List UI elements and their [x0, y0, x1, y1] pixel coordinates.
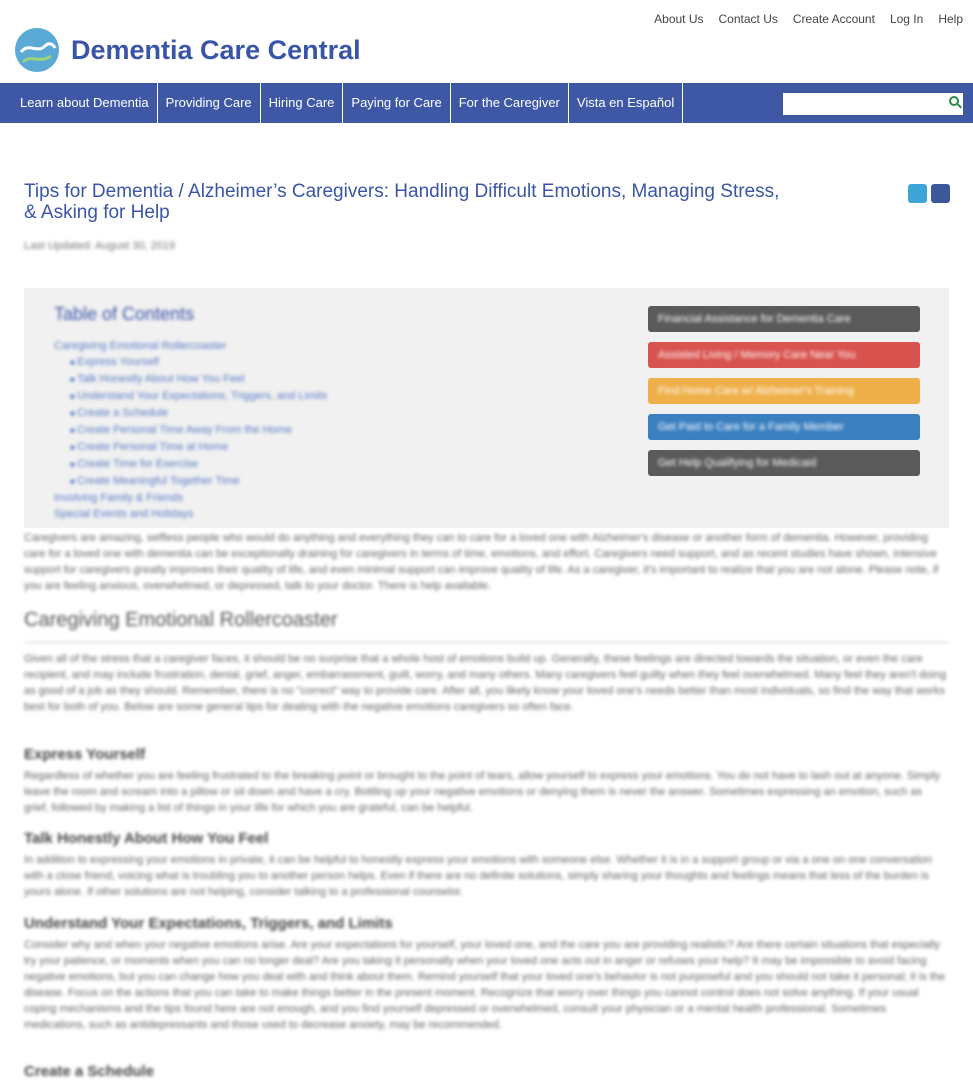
nav-paying-for-care[interactable]: Paying for Care — [343, 83, 450, 123]
section-paragraph: Given all of the stress that a caregiver faces, it should be no surprise that a whole host of emotions build up. Generally, these feelings are directed towards the situation, or even the care recipient, and may include frustration, denial, grief, anger, embarrassment, guilt, worry, and many others. Many caregivers feel guilty when they feel overwhelmed. Many feel they aren't doing as good of a job as they should. Remember, there is no "correct" way to provide care. After all, you likely know your loved one's needs better than most individuals, so find the way that works best for both of you. Below are some general tips for dealing with the negative emotions caregivers so often face. — [24, 653, 947, 713]
toc-link[interactable]: Involving Family & Friends — [54, 492, 183, 504]
toc-list — [54, 338, 327, 522]
logo-icon — [15, 28, 59, 72]
social-share — [908, 184, 950, 203]
toc-link[interactable]: Caregiving Emotional Rollercoaster — [54, 340, 227, 352]
nav-hiring-care[interactable]: Hiring Care — [261, 83, 344, 123]
subheading-express: Express Yourself — [24, 746, 146, 763]
table-of-contents — [24, 288, 949, 528]
section-heading: Caregiving Emotional Rollercoaster — [24, 609, 949, 643]
toc-link[interactable]: ■ Create a Schedule — [54, 405, 327, 422]
contact-us-link[interactable]: Contact Us — [718, 12, 778, 26]
help-link[interactable]: Help — [938, 12, 963, 26]
cta-assisted-living[interactable]: Assisted Living / Memory Care Near You — [648, 342, 920, 368]
toc-link[interactable]: ■ Understand Your Expectations, Triggers, and Limits — [54, 388, 327, 405]
paragraph-express: Regardless of whether you are feeling frustrated to the breaking point or brought to the point of tears, allow yourself to express your emotions. You do not have to lash out at anyone. Simply leave the room and scream into a pillow or sit down and have a cry. Bottling up your negative emotions or denying them is never the answer. Sometimes expressing an emotion, such as grief, followed by making a list of things in your life for which you are grateful, can be helpful. — [24, 770, 940, 814]
toc-link[interactable]: ■ Create Time for Exercise — [54, 456, 327, 473]
toc-link[interactable]: ■ Create Meaningful Together Time — [54, 473, 327, 490]
paragraph-talk: In addition to expressing your emotions in private, it can be helpful to honestly express your emotions with someone else. Whether it is in a support group or via a one on one conversation with a close friend, voicing what is troubling you to another person helps. Even if there are no definite solutions, simply sharing your thoughts and feelings means that less of the burden is yours alone. If other solutions are not helping, consider talking to a professional counselor. — [24, 854, 933, 898]
search-input[interactable] — [783, 93, 963, 115]
toc-link[interactable]: ■ Talk Honestly About How You Feel — [54, 371, 327, 388]
logo-text: Dementia Care Central — [71, 34, 361, 65]
cta-financial-assistance[interactable]: Financial Assistance for Dementia Care — [648, 306, 920, 332]
top-links — [654, 12, 963, 26]
nav-for-the-caregiver[interactable]: For the Caregiver — [451, 83, 569, 123]
cta-home-care[interactable]: Find Home Care w/ Alzheimer's Training — [648, 378, 920, 404]
subheading-talk: Talk Honestly About How You Feel — [24, 830, 269, 847]
paragraph-understand: Consider why and when your negative emotions arise. Are your expectations for yourself, your loved one, and the care you are providing realistic? Are there certain situations that especially try your patience, or moments when you can no longer deal? Are you taking it personally when your loved one acts out in anger or refuses your help? It may be impossible to avoid facing negative emotions, but you can change how you deal with and think about them. Remind yourself that your loved one's behavior is not purposeful and you should not take it personal; it is the disease. Focus on the actions that you can take to make things better in the present moment. Recognize that worry over things you cannot control does not solve anything. If your usual coping mechanisms and the tips found here are not enough, and you find yourself depressed or overwhelmed, consult your physician or a mental health professional. Sometimes medications, such as antidepressants and those used to decrease anxiety, may be recommended. — [24, 939, 946, 1031]
nav-vista-en-espanol[interactable]: Vista en Español — [569, 83, 683, 123]
page-title: Tips for Dementia / Alzheimer’s Caregivers: Handling Difficult Emotions, Managing Stress, & Asking for Help — [24, 181, 780, 223]
subheading-schedule: Create a Schedule — [24, 1063, 155, 1080]
log-in-link[interactable]: Log In — [889, 12, 924, 26]
about-us-link[interactable]: About Us — [654, 12, 704, 26]
cta-get-paid[interactable]: Get Paid to Care for a Family Member — [648, 414, 920, 440]
cta-medicaid[interactable]: Get Help Qualifying for Medicaid — [648, 450, 920, 476]
subheading-understand: Understand Your Expectations, Triggers, and Limits — [24, 915, 393, 932]
nav-learn-about-dementia[interactable]: Learn about Dementia — [0, 83, 158, 123]
main-nav — [0, 83, 973, 123]
toc-link[interactable]: ■ Express Yourself — [54, 354, 327, 371]
intro-paragraph: Caregivers are amazing, selfless people who would do anything and everything they can to care for a loved one with Alzheimer's disease or another form of dementia. However, providing care for a loved one with dementia can be exceptionally draining for caregivers in terms of time, emotions, and effort. Caregivers need support, and as recent studies have shown, intensive support for caregivers greatly improves their quality of life, and even minimal support can improve quality of life. As a caregiver, it's important to realize that you are not alone. Please note, if you are feeling anxious, overwhelmed, or depressed, talk to your doctor. There is help available. — [24, 532, 939, 592]
toc-link[interactable]: ■ Create Personal Time at Home — [54, 439, 327, 456]
toc-link[interactable]: Special Events and Holidays — [54, 508, 194, 520]
last-updated: Last Updated: August 30, 2019 — [24, 240, 176, 252]
toc-link[interactable]: ■ Create Personal Time Away From the Home — [54, 422, 327, 439]
site-logo[interactable] — [15, 28, 361, 72]
create-account-link[interactable]: Create Account — [792, 12, 875, 26]
toc-heading: Table of Contents — [54, 304, 195, 324]
facebook-icon[interactable] — [931, 184, 950, 203]
search-icon[interactable] — [949, 96, 959, 106]
nav-providing-care[interactable]: Providing Care — [158, 83, 261, 123]
twitter-icon[interactable] — [908, 184, 927, 203]
